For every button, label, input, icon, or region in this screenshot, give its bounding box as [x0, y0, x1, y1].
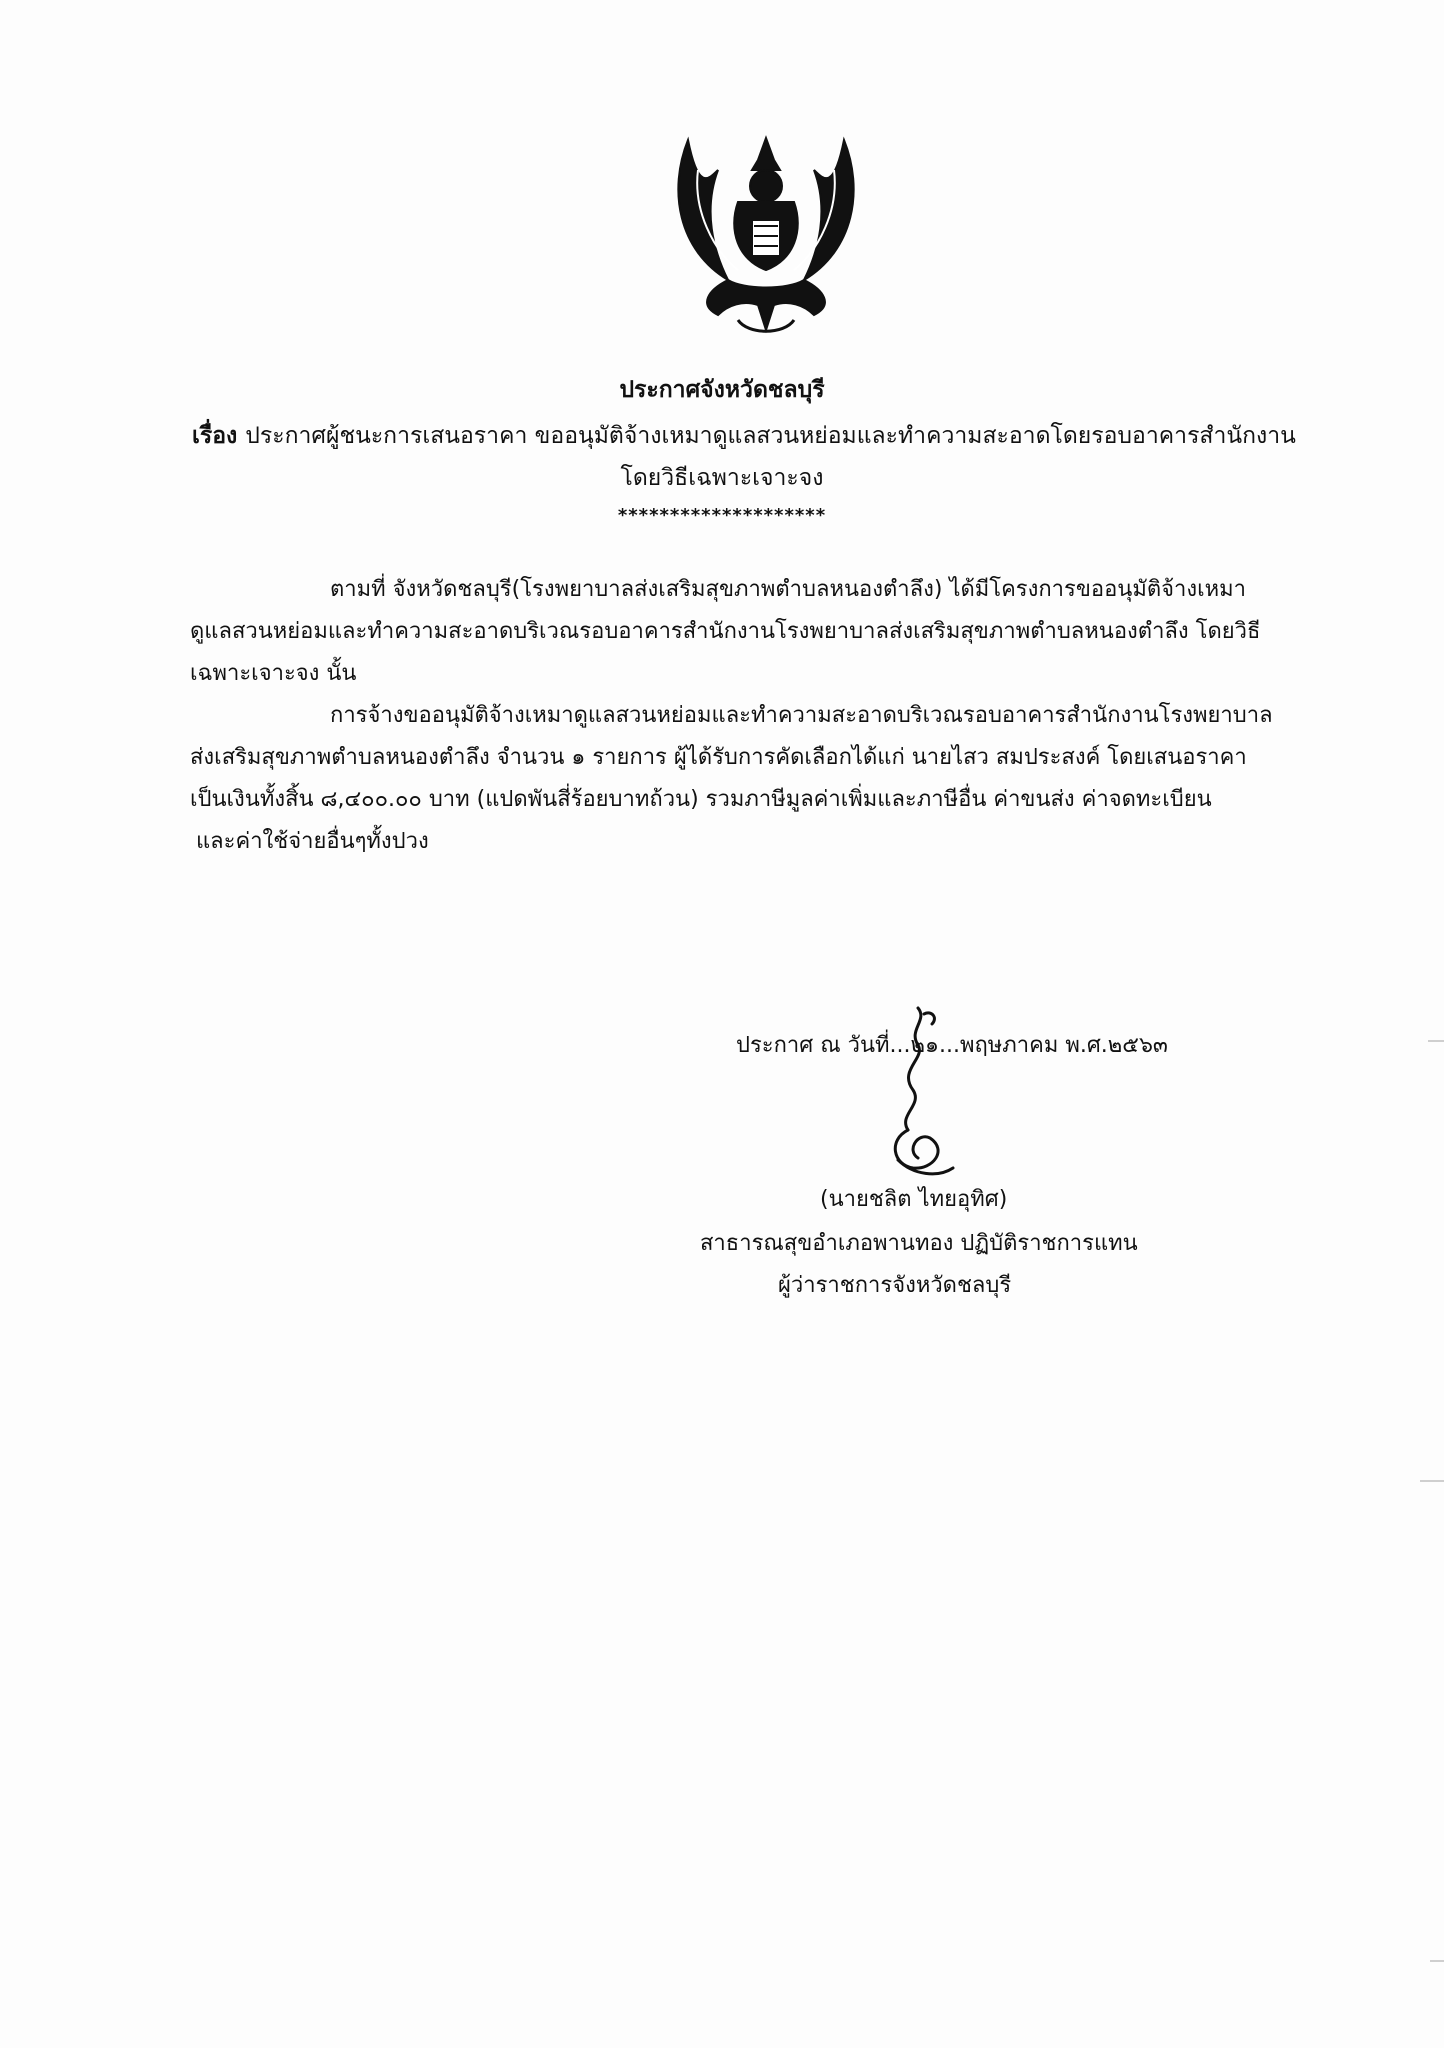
paragraph-1-line-1: ตามที่ จังหวัดชลบุรี(โรงพยาบาลส่งเสริมสุขภาพตำบลหนองตำลึง) ได้มีโครงการขออนุมัติจ้างเหมา	[330, 577, 1246, 602]
subject-continuation: โดยวิธีเฉพาะเจาะจง	[620, 465, 824, 491]
scan-edge-mark	[1428, 1040, 1444, 1042]
paragraph-2-line-3: เป็นเงินทั้งสิ้น ๘,๔๐๐.๐๐ บาท (แปดพันสี่ร้อยบาทถ้วน) รวมภาษีมูลค่าเพิ่มและภาษีอื่น ค่าขนส่ง ค่าจดทะเบียน	[190, 787, 1212, 812]
paragraph-1-line-2: ดูแลสวนหย่อมและทำความสะอาดบริเวณรอบอาคารสำนักงานโรงพยาบาลส่งเสริมสุขภาพตำบลหนองตำลึง โดยวิธี	[190, 619, 1261, 644]
garuda-emblem-icon	[668, 130, 864, 342]
paragraph-2-line-4: และค่าใช้จ่ายอื่นๆทั้งปวง	[196, 829, 429, 854]
signer-position-1: สาธารณสุขอำเภอพานทอง ปฏิบัติราชการแทน	[700, 1231, 1138, 1256]
subject-label: เรื่อง	[192, 423, 238, 449]
announce-date: ประกาศ ณ วันที่...๒๑...พฤษภาคม พ.ศ.๒๕๖๓	[736, 1033, 1168, 1058]
subject-text: ประกาศผู้ชนะการเสนอราคา ขออนุมัติจ้างเหมาดูแลสวนหย่อมและทำความสะอาดโดยรอบอาคารสำนักงาน	[245, 423, 1296, 449]
signer-position-2: ผู้ว่าราชการจังหวัดชลบุรี	[778, 1273, 1012, 1298]
scan-edge-mark	[1420, 1480, 1444, 1482]
handwritten-signature	[868, 1000, 978, 1190]
paragraph-2-line-2: ส่งเสริมสุขภาพตำบลหนองตำลึง จำนวน ๑ รายการ ผู้ได้รับการคัดเลือกได้แก่ นายไสว สมประสงค์ โดยเสนอราคา	[190, 745, 1247, 770]
paragraph-1-line-3: เฉพาะเจาะจง นั้น	[190, 661, 357, 686]
paragraph-2-line-1: การจ้างขออนุมัติจ้างเหมาดูแลสวนหย่อมและทำความสะอาดบริเวณรอบอาคารสำนักงานโรงพยาบาล	[330, 703, 1273, 728]
subject-line	[192, 420, 1296, 452]
separator-stars: ********************	[617, 505, 827, 526]
document-title: ประกาศจังหวัดชลบุรี	[619, 377, 825, 403]
signer-name: (นายชลิต ไทยอุทิศ)	[820, 1187, 1008, 1212]
scan-edge-mark	[1430, 1960, 1444, 1962]
